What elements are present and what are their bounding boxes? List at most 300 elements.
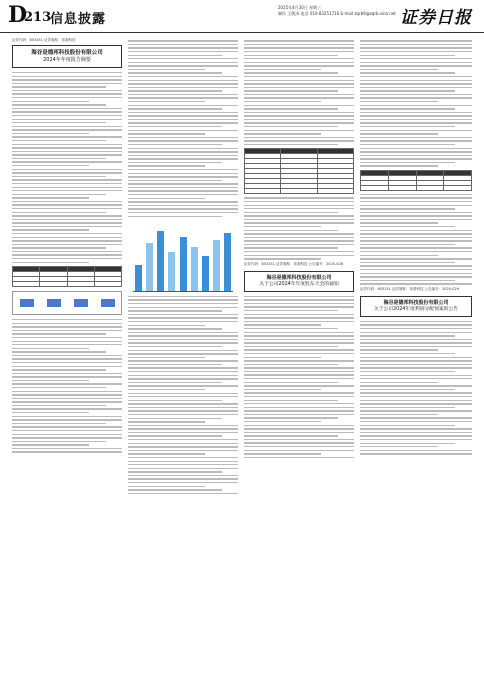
text-line	[360, 83, 472, 84]
text-line	[12, 333, 106, 334]
text-line	[360, 97, 472, 98]
bar-chart	[133, 221, 233, 292]
text-line	[12, 204, 122, 205]
text-line	[360, 112, 472, 113]
text-line	[360, 72, 455, 73]
text-line	[12, 233, 122, 234]
financial-table-3	[360, 170, 472, 191]
text-line	[12, 86, 106, 87]
text-line	[360, 353, 455, 354]
text-line	[360, 155, 472, 156]
text-line	[12, 430, 122, 431]
text-line	[12, 129, 122, 130]
text-line	[12, 351, 106, 352]
text-line	[128, 453, 205, 454]
text-line	[128, 418, 222, 419]
text-line	[360, 364, 472, 365]
text-line	[128, 350, 238, 351]
text-line	[244, 83, 354, 84]
text-line	[12, 398, 122, 399]
text-line	[128, 389, 205, 390]
text-line	[128, 105, 238, 106]
text-line	[128, 47, 238, 48]
text-line	[128, 428, 238, 429]
text-line	[128, 360, 238, 361]
text-line	[244, 414, 354, 415]
text-line	[244, 119, 354, 120]
column-3-body-2	[244, 197, 354, 259]
text-line	[244, 317, 354, 318]
text-line	[128, 385, 238, 386]
left-stock-line: 证券代码：603151 证券简称：邦基科技	[12, 38, 76, 42]
text-line	[12, 408, 122, 409]
text-line	[128, 69, 205, 70]
text-line	[12, 201, 122, 202]
text-line	[128, 169, 238, 170]
text-line	[244, 328, 338, 329]
text-line	[128, 446, 238, 447]
chart-bar	[191, 247, 198, 291]
text-line	[128, 137, 238, 138]
text-line	[128, 403, 238, 404]
text-line	[12, 208, 122, 209]
text-line	[244, 126, 338, 127]
text-line	[360, 335, 455, 336]
column-4-body	[360, 40, 472, 167]
text-line	[360, 133, 438, 134]
text-line	[12, 119, 122, 120]
text-line	[360, 262, 455, 263]
text-line	[128, 144, 222, 145]
text-line	[360, 94, 472, 95]
text-line	[244, 226, 321, 227]
text-line	[360, 435, 472, 436]
text-line	[12, 262, 89, 263]
text-line	[244, 407, 354, 408]
text-line	[128, 450, 238, 451]
text-line	[12, 323, 122, 324]
text-line	[12, 401, 122, 402]
text-line	[244, 389, 321, 390]
middle-company-title: 海谷是德邦科技股份有限公司	[266, 274, 332, 281]
text-line	[128, 371, 238, 372]
text-line	[360, 425, 455, 426]
text-line	[128, 457, 238, 458]
text-line	[128, 198, 205, 199]
text-line	[12, 140, 106, 141]
text-line	[128, 342, 238, 343]
text-line	[128, 155, 238, 156]
text-line	[360, 148, 472, 149]
text-line	[244, 442, 354, 443]
chart-bar	[168, 252, 175, 291]
text-line	[128, 321, 238, 322]
text-line	[360, 400, 472, 401]
text-line	[360, 115, 472, 116]
text-line	[12, 423, 106, 424]
text-line	[244, 258, 321, 259]
text-line	[244, 378, 354, 379]
text-line	[128, 325, 205, 326]
text-line	[128, 194, 238, 195]
text-line	[12, 344, 122, 345]
text-line	[12, 251, 122, 252]
text-line	[244, 55, 338, 56]
text-line	[360, 240, 472, 241]
text-line	[360, 392, 472, 393]
text-line	[360, 222, 438, 223]
text-line	[360, 47, 472, 48]
text-line	[12, 451, 122, 452]
text-line	[12, 147, 122, 148]
text-line	[128, 162, 222, 163]
text-line	[128, 158, 238, 159]
text-line	[12, 387, 106, 388]
text-line	[360, 62, 472, 63]
column-4-body-3	[360, 321, 472, 455]
text-line	[128, 353, 238, 354]
structure-diagram	[12, 291, 122, 315]
text-line	[128, 55, 222, 56]
text-line	[128, 335, 238, 336]
text-line	[12, 254, 122, 255]
text-line	[244, 310, 338, 311]
text-line	[244, 367, 354, 368]
text-line	[244, 62, 354, 63]
text-line	[360, 230, 472, 231]
text-line	[128, 72, 222, 73]
text-line	[244, 421, 321, 422]
text-line	[128, 87, 238, 88]
text-line	[360, 375, 472, 376]
text-line	[128, 407, 238, 408]
text-line	[128, 414, 238, 415]
text-line	[12, 337, 122, 338]
chart-bar	[146, 243, 153, 291]
text-line	[360, 255, 438, 256]
column-2	[128, 38, 238, 694]
text-line	[244, 244, 354, 245]
text-line	[360, 140, 472, 141]
text-line	[12, 154, 122, 155]
text-line	[360, 119, 472, 120]
text-line	[128, 108, 222, 109]
text-line	[12, 222, 122, 223]
text-line	[360, 237, 472, 238]
text-line	[360, 403, 472, 404]
text-line	[12, 165, 89, 166]
text-line	[128, 364, 222, 365]
text-line	[244, 306, 354, 307]
text-line	[128, 80, 238, 81]
text-line	[360, 371, 455, 372]
text-line	[12, 79, 122, 80]
text-line	[12, 326, 122, 327]
text-line	[12, 161, 122, 162]
column-4-body-2	[360, 194, 472, 285]
text-line	[12, 426, 122, 427]
chart-bar	[213, 240, 220, 291]
text-line	[244, 240, 354, 241]
annual-report-title-box	[12, 45, 122, 68]
text-line	[128, 439, 238, 440]
text-line	[360, 339, 472, 340]
text-line	[12, 212, 106, 213]
text-line	[360, 144, 455, 145]
text-line	[12, 419, 122, 420]
text-line	[244, 115, 354, 116]
text-line	[360, 453, 472, 454]
text-line	[12, 197, 89, 198]
text-line	[360, 197, 472, 198]
text-line	[128, 400, 222, 401]
text-line	[128, 83, 238, 84]
text-line	[12, 441, 106, 442]
text-line	[128, 435, 222, 436]
section-letter: D	[8, 2, 28, 28]
text-line	[360, 233, 472, 234]
middle-report-title: 关于公司2024年年度股东大会的通知	[259, 281, 339, 287]
page-header	[0, 0, 484, 33]
text-line	[12, 362, 122, 363]
column-1-body-2	[12, 319, 122, 453]
text-line	[128, 97, 238, 98]
text-line	[12, 391, 122, 392]
text-line	[360, 226, 455, 227]
text-line	[128, 122, 238, 123]
text-line	[244, 450, 354, 451]
text-line	[128, 216, 222, 217]
text-line	[12, 144, 122, 145]
text-line	[244, 382, 338, 383]
text-line	[12, 215, 122, 216]
text-line	[244, 357, 321, 358]
text-line	[244, 130, 354, 131]
text-line	[12, 169, 122, 170]
text-line	[128, 190, 238, 191]
text-line	[360, 443, 455, 444]
text-line	[244, 432, 354, 433]
text-line	[360, 158, 472, 159]
text-line	[12, 151, 122, 152]
text-line	[244, 87, 354, 88]
text-line	[360, 251, 472, 252]
text-line	[244, 230, 338, 231]
text-line	[128, 482, 238, 483]
date-line: 2025年4月30日 星期三	[278, 5, 322, 10]
right-stock-line: 证券代码：603151 证券简称：邦基科技 公告编号：2025-029	[360, 286, 459, 291]
middle-stock-line: 证券代码：603151 证券简称：邦基科技 公告编号：2025-028	[244, 261, 343, 266]
text-line	[12, 93, 122, 94]
text-line	[12, 434, 122, 435]
text-line	[128, 310, 222, 311]
text-line	[128, 296, 238, 297]
text-line	[244, 400, 338, 401]
text-line	[360, 40, 472, 41]
text-line	[360, 421, 472, 422]
text-line	[244, 215, 354, 216]
text-line	[244, 321, 354, 322]
text-line	[12, 179, 122, 180]
text-line	[244, 247, 338, 248]
text-line	[244, 457, 354, 458]
text-line	[128, 176, 238, 177]
text-line	[244, 392, 354, 393]
text-line	[128, 346, 222, 347]
text-line	[360, 165, 438, 166]
text-line	[128, 51, 238, 52]
text-line	[12, 448, 122, 449]
text-line	[360, 357, 472, 358]
text-line	[12, 219, 122, 220]
text-line	[244, 324, 321, 325]
column-3-body-3	[244, 296, 354, 458]
text-line	[12, 247, 106, 248]
text-line	[244, 349, 354, 350]
text-line	[12, 76, 122, 77]
text-line	[360, 382, 438, 383]
text-line	[128, 299, 238, 300]
text-line	[360, 76, 472, 77]
text-line	[128, 201, 238, 202]
text-line	[128, 212, 238, 213]
text-line	[244, 40, 354, 41]
text-line	[360, 105, 472, 106]
text-line	[244, 371, 354, 372]
text-line	[360, 439, 472, 440]
text-line	[360, 90, 455, 91]
text-line	[128, 90, 222, 91]
text-line	[128, 44, 238, 45]
text-line	[12, 237, 122, 238]
dividend-notice-title-box	[360, 296, 472, 317]
text-line	[128, 464, 238, 465]
text-line	[244, 303, 354, 304]
text-line	[244, 353, 354, 354]
text-line	[244, 51, 354, 52]
text-line	[244, 212, 338, 213]
text-line	[12, 190, 122, 191]
text-line	[244, 122, 354, 123]
text-line	[244, 137, 354, 138]
text-line	[128, 410, 238, 411]
text-line	[360, 407, 455, 408]
text-line	[244, 446, 354, 447]
left-report-title: 2024年年度报告摘要	[43, 57, 91, 63]
text-line	[12, 319, 122, 320]
left-company-title: 海谷是德邦科技股份有限公司	[31, 50, 103, 56]
text-line	[360, 428, 472, 429]
text-line	[244, 108, 338, 109]
text-line	[12, 358, 122, 359]
text-line	[360, 215, 472, 216]
text-line	[128, 396, 238, 397]
text-line	[360, 87, 472, 88]
text-line	[360, 396, 472, 397]
text-line	[244, 425, 354, 426]
text-line	[128, 165, 205, 166]
text-line	[12, 72, 122, 73]
column-2-body-2	[128, 296, 238, 494]
text-line	[360, 269, 472, 270]
text-line	[128, 493, 238, 494]
text-line	[12, 111, 122, 112]
text-line	[360, 247, 472, 248]
text-line	[360, 208, 455, 209]
text-line	[360, 55, 455, 56]
text-line	[12, 101, 89, 102]
text-line	[244, 360, 354, 361]
text-line	[12, 122, 106, 123]
text-line	[12, 405, 106, 406]
text-line	[12, 258, 122, 259]
text-line	[128, 475, 238, 476]
header-meta	[278, 5, 396, 17]
text-line	[128, 471, 222, 472]
text-line	[128, 357, 205, 358]
column-3-body	[244, 40, 354, 145]
chart-bar	[157, 231, 164, 291]
text-line	[244, 90, 338, 91]
text-line	[128, 367, 238, 368]
newspaper-logo: 证券日报	[400, 8, 472, 28]
text-line	[244, 208, 354, 209]
text-line	[360, 108, 455, 109]
text-line	[12, 380, 89, 381]
text-line	[12, 394, 122, 395]
text-line	[12, 108, 122, 109]
text-line	[12, 330, 122, 331]
text-line	[244, 219, 354, 220]
text-line	[244, 374, 354, 375]
text-line	[128, 478, 238, 479]
text-line	[12, 183, 122, 184]
text-line	[360, 212, 472, 213]
text-line	[128, 339, 238, 340]
text-line	[244, 428, 354, 429]
text-line	[128, 425, 238, 426]
text-line	[128, 58, 238, 59]
financial-table-1	[12, 266, 122, 287]
text-line	[244, 385, 354, 386]
text-line	[128, 486, 205, 487]
text-line	[360, 122, 472, 123]
text-line	[360, 367, 472, 368]
text-line	[244, 47, 354, 48]
text-line	[244, 410, 354, 411]
text-line	[12, 341, 122, 342]
text-line	[360, 417, 472, 418]
text-line	[244, 44, 354, 45]
text-line	[244, 80, 354, 81]
text-line	[128, 468, 238, 469]
text-line	[12, 373, 122, 374]
text-line	[360, 389, 455, 390]
text-line	[128, 378, 238, 379]
text-line	[244, 205, 354, 206]
column-1-body	[12, 72, 122, 263]
section-title: 信息披露	[50, 12, 107, 27]
text-line	[244, 396, 354, 397]
text-line	[244, 101, 321, 102]
text-line	[128, 328, 222, 329]
text-line	[128, 180, 222, 181]
text-line	[128, 205, 238, 206]
text-line	[360, 324, 472, 325]
text-line	[12, 90, 122, 91]
contact-line: 制作 王敬涛 电话 010-83251716 E-mail zqrb9@zqrb.sina.net	[278, 11, 396, 16]
text-line	[244, 133, 321, 134]
